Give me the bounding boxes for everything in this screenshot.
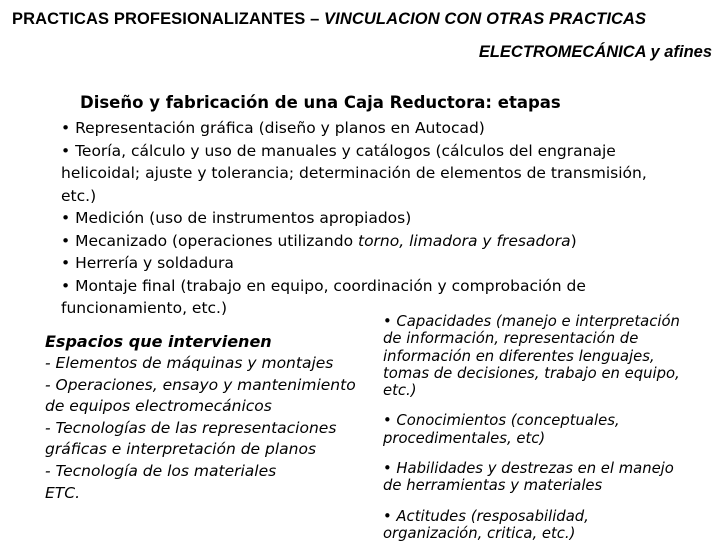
conocimientos-line: • Conocimientos (conceptuales, [383,412,620,430]
espacios-block [45,331,375,504]
espacios-line: - Operaciones, ensayo y mantenimiento [45,375,356,394]
habilidades-line: • Habilidades y destrezas en el manejo [383,460,674,478]
espacios-line: ETC. [45,483,81,502]
espacios-line: gráficas e interpretación de planos [45,440,317,459]
actitudes-line: organización, critica, etc.) [383,524,576,542]
page-subtitle: ELECTROMECÁNICA y afines [478,43,712,61]
conocimientos-item [383,412,713,447]
mecanizado-suffix: ) [570,231,577,250]
espacios-heading: Espacios que intervienen [45,332,272,351]
espacios-line: - Tecnologías de las representaciones [45,418,337,437]
espacios-line: - Elementos de máquinas y montajes [45,354,334,372]
list-item: • Medición (uso de instrumentos apropiados) [61,209,412,227]
list-item: • Herrería y soldadura [61,254,234,272]
section-heading: Diseño y fabricación de una Caja Reductora: etapas [80,93,561,112]
mecanizado-italic: torno, limadora y fresadora [358,231,571,250]
habilidades-line: de herramientas y materiales [383,477,603,495]
list-item: • Teoría, cálculo y uso de manuales y catálogos (cálculos del engranaje [61,141,616,160]
habilidades-item [383,460,713,495]
actitudes-line: • Actitudes (resposabilidad, [383,507,589,525]
capacidades-line: información en diferentes lenguajes, [383,347,655,365]
capacidades-line: etc.) [383,382,417,400]
actitudes-item [383,508,713,543]
list-item-continuation: helicoidal; ajuste y tolerancia; determinación de elementos de transmisión, [61,164,647,182]
espacios-line: - Tecnología de los materiales [45,461,277,480]
list-item [61,230,711,253]
capacidades-block [383,313,713,555]
capacidades-line: • Capacidades (manejo e interpretación [383,313,680,330]
page-title [12,10,646,29]
stages-list [61,117,711,320]
list-item: • Montaje final (trabajo en equipo, coordinación y comprobación de [61,276,586,295]
list-item-continuation: etc.) [61,186,97,205]
title-italic: VINCULACION CON OTRAS PRACTICAS [324,10,647,28]
conocimientos-line: procedimentales, etc) [383,429,546,447]
title-bold: PRACTICAS PROFESIONALIZANTES – [12,10,320,28]
list-item: • Representación gráfica (diseño y planos en Autocad) [61,119,485,137]
espacios-line: de equipos electromecánicos [45,397,272,416]
list-item-continuation: funcionamiento, etc.) [61,299,228,317]
capacidades-line: tomas de decisiones, trabajo en equipo, [383,364,680,382]
capacidades-line: de información, representación de [383,330,639,348]
capacidades-item [383,313,713,399]
mecanizado-prefix: • Mecanizado (operaciones utilizando [61,231,358,250]
